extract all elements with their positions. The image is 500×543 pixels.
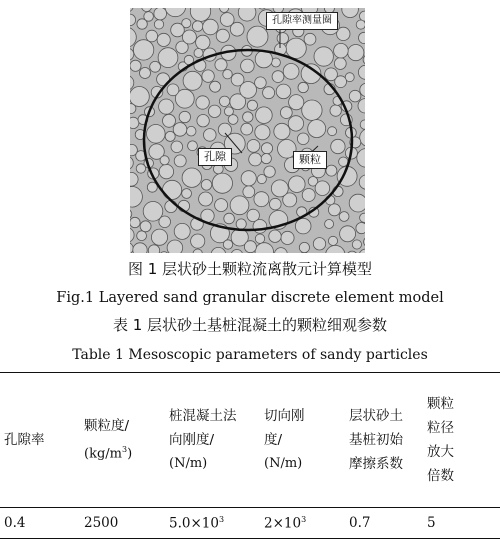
- table-caption-en: Table 1 Mesoscopic parameters of sandy particles: [72, 347, 428, 363]
- header-tangent-stiffness: 切向刚度/ (N/m): [264, 408, 305, 471]
- table-row: [0, 508, 500, 539]
- cell-tangent-stiffness: $2\times 10^3$: [264, 514, 307, 532]
- header-normal-stiffness: 桩混凝土法向刚度/ (N/m): [169, 408, 237, 471]
- cell-density: 2500: [84, 515, 119, 531]
- discrete-element-figure: [130, 8, 365, 253]
- table-caption-zh: 表 1 层状砂土基桩混凝土的颗粒细观参数: [112, 316, 388, 334]
- particle-packing-image: [130, 8, 365, 253]
- particle-label: 颗粒: [293, 151, 327, 169]
- header-radius-factor: 颗粒粒径放大倍数: [427, 396, 454, 484]
- cell-friction-coefficient: 0.7: [349, 515, 371, 531]
- cell-radius-factor: 5: [427, 515, 436, 531]
- cell-normal-stiffness: $5.0\times 10^3$: [169, 514, 225, 532]
- cell-porosity: 0.4: [4, 515, 26, 531]
- figure-caption-zh: 图 1 层状砂土颗粒流离散元计算模型: [127, 260, 373, 278]
- pore-label: 孔隙: [198, 148, 232, 166]
- header-friction-coefficient: 层状砂土基桩初始摩擦系数: [349, 408, 403, 472]
- header-density: 颗粒度/ $(kg/m^3)$: [84, 417, 133, 462]
- measurement-circle-label: 孔隙率测量圈: [266, 12, 338, 30]
- figure-caption-en: Fig.1 Layered sand granular discrete element model: [56, 290, 444, 306]
- header-porosity: 孔隙率: [4, 432, 45, 448]
- table-header-row: [0, 373, 500, 508]
- parameter-table: [0, 372, 500, 539]
